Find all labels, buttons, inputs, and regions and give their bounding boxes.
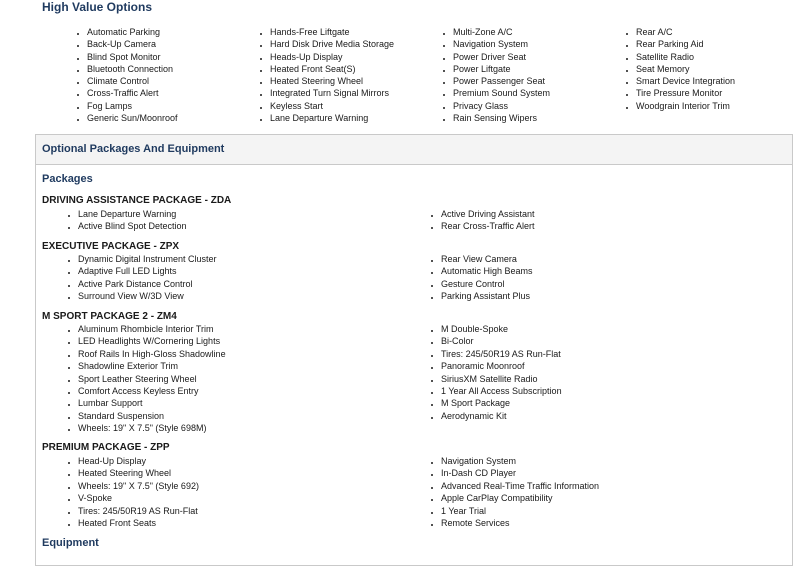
option-item: • Power Passenger Seat [453, 75, 633, 87]
feature-item: • Lane Departure Warning [78, 208, 187, 220]
feature-item: • Rear Cross-Traffic Alert [441, 220, 535, 232]
option-item: • Rear A/C [636, 26, 800, 38]
option-item: • Hands-Free Liftgate [270, 26, 450, 38]
feature-item: • Head-Up Display [78, 455, 199, 467]
high-value-column-4 [626, 26, 800, 112]
feature-item: • Shadowline Exterior Trim [78, 360, 226, 372]
feature-item: • Surround View W/3D View [78, 290, 217, 302]
optional-packages-panel [35, 134, 793, 566]
option-item: • Rear Parking Aid [636, 38, 800, 50]
feature-item: • Heated Steering Wheel [78, 467, 199, 479]
package-features-left [68, 253, 217, 303]
package-name: DRIVING ASSISTANCE PACKAGE - ZDA [42, 195, 232, 206]
option-item: • Heated Steering Wheel [270, 75, 450, 87]
feature-item: • Lumbar Support [78, 397, 226, 409]
feature-item: • Wheels: 19" X 7.5" (Style 692) [78, 480, 199, 492]
packages-heading: Packages [42, 173, 93, 185]
option-item: • Blind Spot Monitor [87, 51, 267, 63]
option-item: • Power Liftgate [453, 63, 633, 75]
feature-item: • Rear View Camera [441, 253, 533, 265]
option-item: • Premium Sound System [453, 87, 633, 99]
option-item: • Generic Sun/Moonroof [87, 112, 267, 124]
feature-item: • LED Headlights W/Cornering Lights [78, 335, 226, 347]
feature-item: • Roof Rails In High-Gloss Shadowline [78, 348, 226, 360]
high-value-column-1 [77, 26, 267, 124]
feature-item: • Heated Front Seats [78, 517, 199, 529]
feature-item: • Parking Assistant Plus [441, 290, 533, 302]
feature-item: • SiriusXM Satellite Radio [441, 373, 562, 385]
feature-item: • Gesture Control [441, 278, 533, 290]
option-item: • Heads-Up Display [270, 51, 450, 63]
feature-item: • Remote Services [441, 517, 599, 529]
option-item: • Navigation System [453, 38, 633, 50]
feature-item: • Active Park Distance Control [78, 278, 217, 290]
equipment-heading: Equipment [42, 537, 99, 549]
package-features-right [431, 253, 533, 303]
package-name: M SPORT PACKAGE 2 - ZM4 [42, 311, 177, 322]
option-item: • Smart Device Integration [636, 75, 800, 87]
high-value-column-3 [443, 26, 633, 124]
option-item: • Privacy Glass [453, 100, 633, 112]
feature-item: • Sport Leather Steering Wheel [78, 373, 226, 385]
feature-item: • Tires: 245/50R19 AS Run-Flat [441, 348, 562, 360]
option-item: • Bluetooth Connection [87, 63, 267, 75]
option-item: • Integrated Turn Signal Mirrors [270, 87, 450, 99]
package-features-right [431, 323, 562, 422]
feature-item: • Active Driving Assistant [441, 208, 535, 220]
feature-item: • Panoramic Moonroof [441, 360, 562, 372]
feature-item: • In-Dash CD Player [441, 467, 599, 479]
package-features-left [68, 323, 226, 435]
feature-item: • Dynamic Digital Instrument Cluster [78, 253, 217, 265]
package-features-left [68, 455, 199, 529]
feature-item: • Standard Suspension [78, 410, 226, 422]
feature-item: • Wheels: 19" X 7.5" (Style 698M) [78, 422, 226, 434]
option-item: • Back-Up Camera [87, 38, 267, 50]
feature-item: • Navigation System [441, 455, 599, 467]
feature-item: • Adaptive Full LED Lights [78, 265, 217, 277]
high-value-column-2 [260, 26, 450, 124]
option-item: • Seat Memory [636, 63, 800, 75]
option-item: • Lane Departure Warning [270, 112, 450, 124]
high-value-options-list [77, 26, 797, 126]
feature-item: • Tires: 245/50R19 AS Run-Flat [78, 505, 199, 517]
feature-item: • Aluminum Rhombicle Interior Trim [78, 323, 226, 335]
option-item: • Climate Control [87, 75, 267, 87]
feature-item: • V-Spoke [78, 492, 199, 504]
feature-item: • Bi-Color [441, 335, 562, 347]
panel-title: Optional Packages And Equipment [42, 143, 225, 155]
feature-item: • M Sport Package [441, 397, 562, 409]
feature-item: • 1 Year All Access Subscription [441, 385, 562, 397]
feature-item: • Advanced Real-Time Traffic Information [441, 480, 599, 492]
option-item: • Tire Pressure Monitor [636, 87, 800, 99]
package-name: EXECUTIVE PACKAGE - ZPX [42, 241, 180, 252]
option-item: • Power Driver Seat [453, 51, 633, 63]
feature-item: • Automatic High Beams [441, 265, 533, 277]
option-item: • Multi-Zone A/C [453, 26, 633, 38]
option-item: • Rain Sensing Wipers [453, 112, 633, 124]
package-name: PREMIUM PACKAGE - ZPP [42, 442, 170, 453]
panel-header [36, 135, 792, 165]
feature-item: • 1 Year Trial [441, 505, 599, 517]
package-features-right [431, 208, 535, 233]
feature-item: • Active Blind Spot Detection [78, 220, 187, 232]
high-value-options-title: High Value Options [42, 0, 153, 14]
feature-item: • M Double-Spoke [441, 323, 562, 335]
option-item: • Heated Front Seat(S) [270, 63, 450, 75]
feature-item: • Aerodynamic Kit [441, 410, 562, 422]
option-item: • Fog Lamps [87, 100, 267, 112]
option-item: • Woodgrain Interior Trim [636, 100, 800, 112]
feature-item: • Comfort Access Keyless Entry [78, 385, 226, 397]
option-item: • Automatic Parking [87, 26, 267, 38]
option-item: • Satellite Radio [636, 51, 800, 63]
feature-item: • Apple CarPlay Compatibility [441, 492, 599, 504]
package-features-left [68, 208, 187, 233]
option-item: • Hard Disk Drive Media Storage [270, 38, 450, 50]
option-item: • Keyless Start [270, 100, 450, 112]
package-features-right [431, 455, 599, 529]
option-item: • Cross-Traffic Alert [87, 87, 267, 99]
